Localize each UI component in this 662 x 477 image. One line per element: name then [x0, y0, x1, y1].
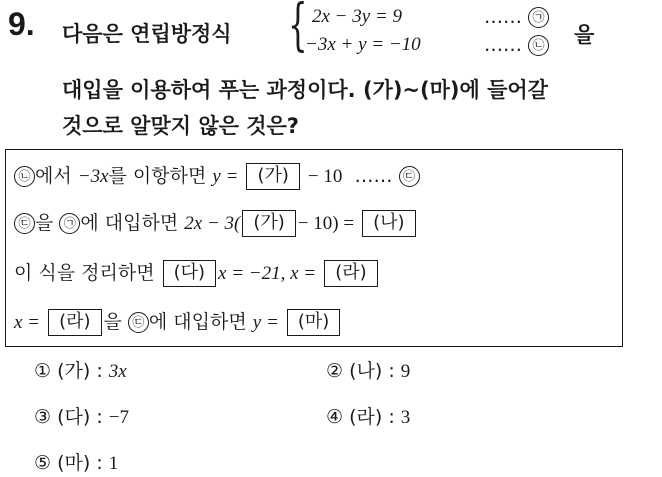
blank-da: (다): [163, 260, 216, 287]
blank-na: (나): [362, 210, 415, 237]
choice-5[interactable]: ⑤ (마) : 1: [34, 452, 119, 474]
equation-1-label: …… ㉠: [484, 6, 549, 28]
choice-3[interactable]: ③ (다) : −7: [34, 406, 129, 428]
choice-4[interactable]: ④ (라) : 3: [326, 406, 411, 428]
process-row-2: ㉢ 을 ㉠ 에 대입하면 2x − 3( (가) − 10) = (나): [14, 208, 418, 237]
blank-ra: (라): [324, 260, 377, 287]
question-intro: 다음은 연립방정식: [62, 22, 232, 46]
question-number: 9.: [8, 6, 35, 42]
system-brace: {: [288, 0, 308, 58]
equation-2: −3x + y = −10: [305, 34, 421, 55]
process-row-4: x = (라) 을 ㉢ 에 대입하면 y = (마): [14, 307, 342, 336]
equation-2-label: …… ㉡: [484, 34, 549, 56]
choice-2[interactable]: ② (나) : 9: [326, 360, 411, 382]
process-row-3: 이 식을 정리하면 (다) x = −21, x = (라): [14, 258, 380, 287]
choice-1[interactable]: ① (가) : 3x: [34, 360, 127, 382]
blank-ma: (마): [287, 309, 340, 336]
blank-ra-2: (라): [48, 309, 101, 336]
process-row-1: ㉡ 에서 −3x를 이항하면 y = (가) − 10 …… ㉢: [14, 161, 420, 190]
blank-ga: (가): [246, 163, 299, 190]
equation-1: 2x − 3y = 9: [312, 6, 403, 27]
blank-ga-2: (가): [242, 210, 295, 237]
question-line-2: 대입을 이용하여 푸는 과정이다. (가)~(마)에 들어갈: [62, 78, 548, 102]
question-line-3: 것으로 알맞지 않은 것은?: [62, 114, 299, 138]
question-particle: 을: [574, 23, 595, 47]
